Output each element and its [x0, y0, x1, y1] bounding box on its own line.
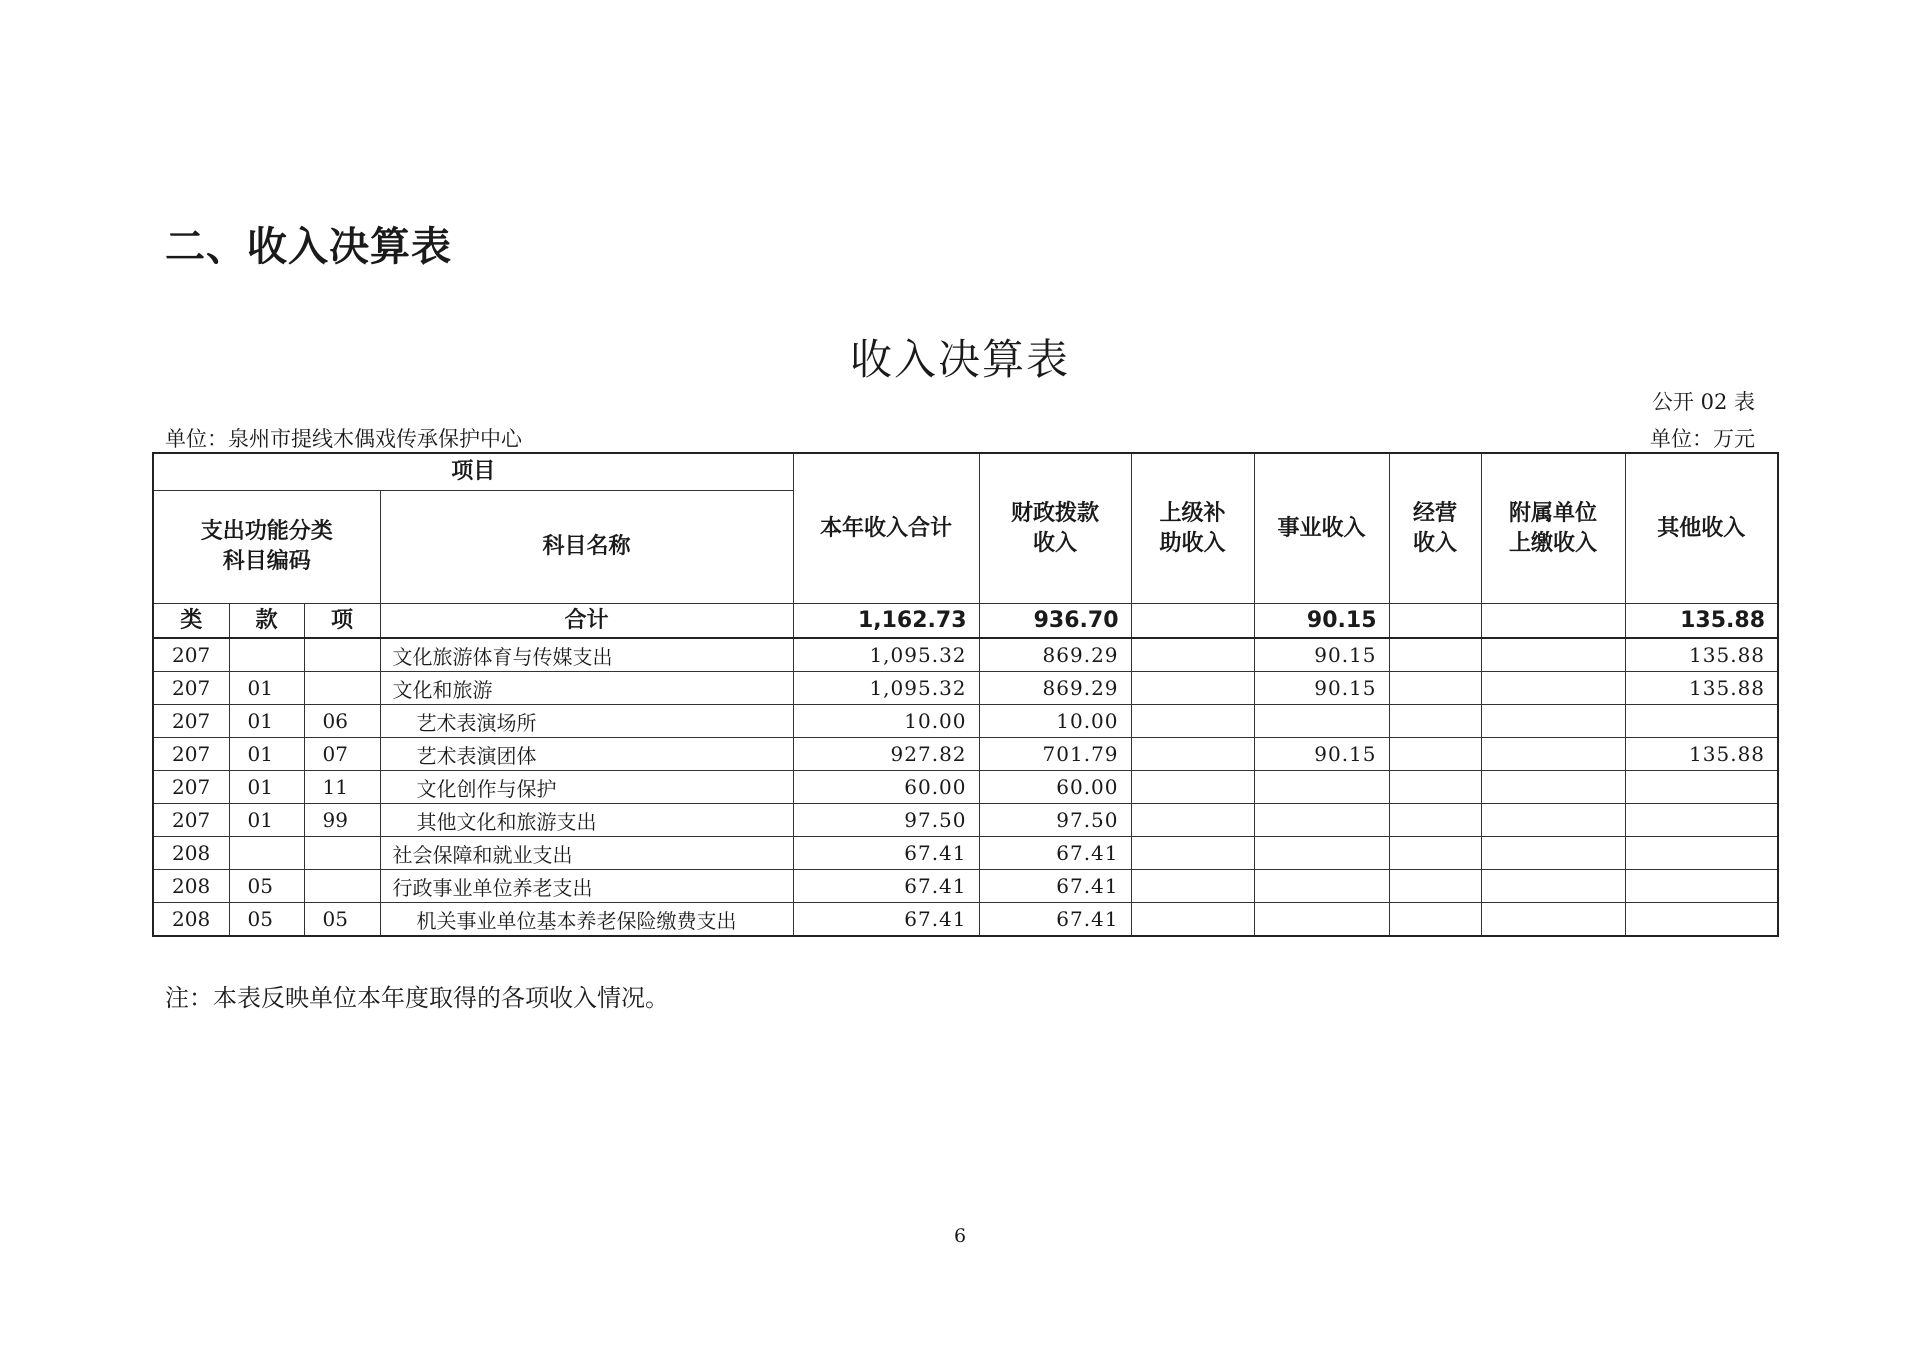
cell-operating: [1389, 771, 1481, 804]
cell-total: 10.00: [793, 705, 979, 738]
cell-business: 90.15: [1254, 638, 1389, 672]
cell-affiliated: [1481, 804, 1625, 837]
cell-kuan: 05: [229, 870, 304, 903]
cell-superior: [1131, 903, 1254, 937]
cell-kuan: 01: [229, 771, 304, 804]
cell-total: 67.41: [793, 870, 979, 903]
cell-fiscal: 701.79: [979, 738, 1131, 771]
header-business: 事业收入: [1254, 453, 1389, 604]
cell-total: 1,095.32: [793, 672, 979, 705]
table-row: [153, 672, 1778, 705]
cell-affiliated: [1481, 672, 1625, 705]
cell-other: 135.88: [1625, 638, 1778, 672]
total-superior: [1131, 604, 1254, 639]
cell-name: 行政事业单位养老支出: [380, 870, 793, 903]
cell-business: [1254, 903, 1389, 937]
cell-fiscal: 67.41: [979, 903, 1131, 937]
cell-fiscal: 10.00: [979, 705, 1131, 738]
cell-fiscal: 67.41: [979, 870, 1131, 903]
cell-xiang: [304, 672, 380, 705]
cell-operating: [1389, 804, 1481, 837]
total-operating: [1389, 604, 1481, 639]
cell-kuan: 05: [229, 903, 304, 937]
table-title: 收入决算表: [849, 335, 1070, 384]
cell-lei: 207: [153, 672, 229, 705]
cell-affiliated: [1481, 771, 1625, 804]
header-superior: 上级补 助收入: [1131, 453, 1254, 604]
cell-superior: [1131, 870, 1254, 903]
cell-other: [1625, 771, 1778, 804]
cell-affiliated: [1481, 870, 1625, 903]
cell-affiliated: [1481, 738, 1625, 771]
cell-business: [1254, 804, 1389, 837]
total-affiliated: [1481, 604, 1625, 639]
cell-other: [1625, 903, 1778, 937]
cell-superior: [1131, 705, 1254, 738]
cell-other: [1625, 705, 1778, 738]
cell-operating: [1389, 672, 1481, 705]
header-fiscal: 财政拨款 收入: [979, 453, 1131, 604]
header-project: 项目: [153, 453, 793, 491]
cell-affiliated: [1481, 638, 1625, 672]
cell-affiliated: [1481, 705, 1625, 738]
unit-organization: 单位：泉州市提线木偶戏传承保护中心: [165, 427, 522, 451]
table-row: [153, 837, 1778, 870]
cell-xiang: [304, 870, 380, 903]
header-xiang: 项: [304, 604, 380, 639]
cell-superior: [1131, 738, 1254, 771]
cell-lei: 207: [153, 804, 229, 837]
table-row: [153, 705, 1778, 738]
table-row: [153, 638, 1778, 672]
cell-name: 文化旅游体育与传媒支出: [380, 638, 793, 672]
cell-affiliated: [1481, 837, 1625, 870]
table-row: [153, 738, 1778, 771]
page-number: 6: [953, 1225, 967, 1247]
total-business: 90.15: [1254, 604, 1389, 639]
cell-xiang: 99: [304, 804, 380, 837]
cell-fiscal: 97.50: [979, 804, 1131, 837]
cell-kuan: [229, 837, 304, 870]
cell-kuan: 01: [229, 804, 304, 837]
cell-lei: 207: [153, 771, 229, 804]
cell-kuan: 01: [229, 672, 304, 705]
cell-superior: [1131, 672, 1254, 705]
cell-total: 927.82: [793, 738, 979, 771]
cell-business: 90.15: [1254, 738, 1389, 771]
cell-operating: [1389, 903, 1481, 937]
cell-kuan: 01: [229, 738, 304, 771]
cell-operating: [1389, 638, 1481, 672]
cell-operating: [1389, 837, 1481, 870]
cell-lei: 208: [153, 837, 229, 870]
cell-name: 艺术表演团体: [380, 738, 793, 771]
header-func-code: 支出功能分类 科目编码: [153, 491, 380, 604]
table-code: 公开 02 表: [1651, 390, 1755, 414]
cell-other: 135.88: [1625, 672, 1778, 705]
table-row: [153, 870, 1778, 903]
cell-lei: 208: [153, 870, 229, 903]
cell-superior: [1131, 804, 1254, 837]
cell-name: 文化创作与保护: [380, 771, 793, 804]
cell-lei: 207: [153, 705, 229, 738]
cell-xiang: 11: [304, 771, 380, 804]
header-total-income: 本年收入合计: [793, 453, 979, 604]
total-income: 1,162.73: [793, 604, 979, 639]
cell-operating: [1389, 738, 1481, 771]
section-title: 二、收入决算表: [165, 224, 452, 270]
cell-business: 90.15: [1254, 672, 1389, 705]
table-note: 注：本表反映单位本年度取得的各项收入情况。: [165, 984, 669, 1012]
cell-kuan: 01: [229, 705, 304, 738]
unit-currency: 单位：万元: [1650, 427, 1755, 451]
total-fiscal: 936.70: [979, 604, 1131, 639]
cell-lei: 207: [153, 638, 229, 672]
cell-superior: [1131, 771, 1254, 804]
cell-business: [1254, 771, 1389, 804]
cell-business: [1254, 705, 1389, 738]
cell-other: [1625, 870, 1778, 903]
cell-other: [1625, 837, 1778, 870]
header-operating: 经营 收入: [1389, 453, 1481, 604]
cell-xiang: 05: [304, 903, 380, 937]
cell-business: [1254, 837, 1389, 870]
cell-name: 文化和旅游: [380, 672, 793, 705]
table-row: [153, 804, 1778, 837]
cell-kuan: [229, 638, 304, 672]
cell-total: 67.41: [793, 903, 979, 937]
cell-affiliated: [1481, 903, 1625, 937]
cell-superior: [1131, 837, 1254, 870]
cell-superior: [1131, 638, 1254, 672]
cell-fiscal: 67.41: [979, 837, 1131, 870]
header-lei: 类: [153, 604, 229, 639]
cell-total: 60.00: [793, 771, 979, 804]
cell-business: [1254, 870, 1389, 903]
cell-total: 97.50: [793, 804, 979, 837]
cell-xiang: 07: [304, 738, 380, 771]
cell-fiscal: 60.00: [979, 771, 1131, 804]
table-row: [153, 771, 1778, 804]
cell-operating: [1389, 870, 1481, 903]
cell-name: 艺术表演场所: [380, 705, 793, 738]
total-label: 合计: [380, 604, 793, 639]
cell-fiscal: 869.29: [979, 672, 1131, 705]
cell-lei: 207: [153, 738, 229, 771]
header-other: 其他收入: [1625, 453, 1778, 604]
cell-other: 135.88: [1625, 738, 1778, 771]
cell-other: [1625, 804, 1778, 837]
cell-lei: 208: [153, 903, 229, 937]
cell-operating: [1389, 705, 1481, 738]
cell-total: 1,095.32: [793, 638, 979, 672]
cell-xiang: 06: [304, 705, 380, 738]
table-row: [153, 903, 1778, 937]
cell-name: 机关事业单位基本养老保险缴费支出: [380, 903, 793, 937]
cell-name: 其他文化和旅游支出: [380, 804, 793, 837]
total-other: 135.88: [1625, 604, 1778, 639]
income-table: [152, 452, 1779, 937]
cell-fiscal: 869.29: [979, 638, 1131, 672]
cell-xiang: [304, 638, 380, 672]
cell-total: 67.41: [793, 837, 979, 870]
header-subject-name: 科目名称: [380, 491, 793, 604]
cell-xiang: [304, 837, 380, 870]
header-affiliated: 附属单位 上缴收入: [1481, 453, 1625, 604]
header-kuan: 款: [229, 604, 304, 639]
cell-name: 社会保障和就业支出: [380, 837, 793, 870]
